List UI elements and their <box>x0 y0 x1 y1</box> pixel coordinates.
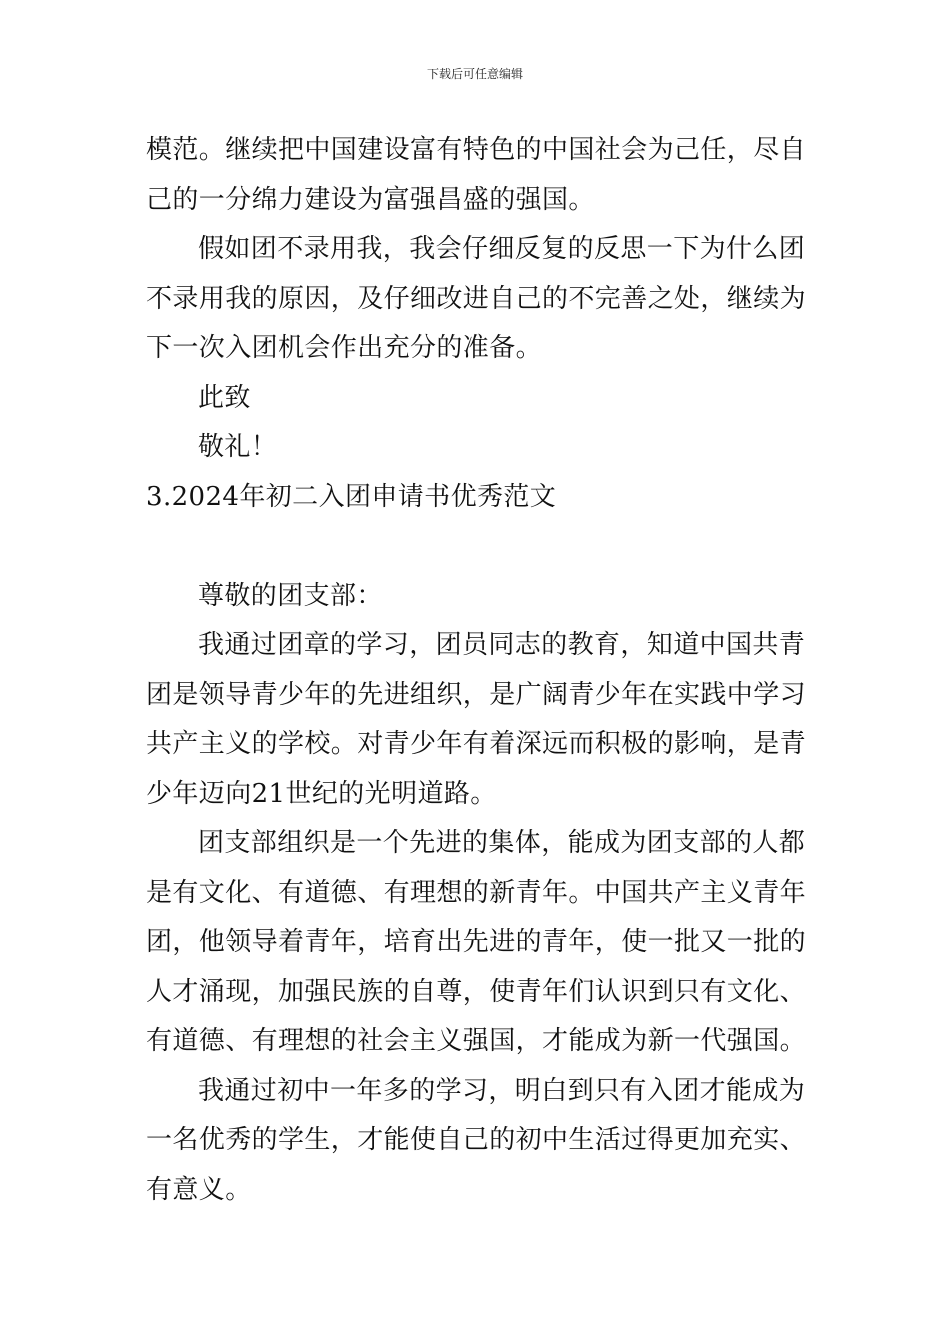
text-line: 有意义。 <box>146 1174 252 1205</box>
text-line: 己的一分绵力建设为富强昌盛的强国。 <box>146 184 595 215</box>
text-line: 有道德、有理想的社会主义强国，才能成为新一代强国。 <box>146 1026 807 1056</box>
section-title: 3.2024年初二入团申请书优秀范文 <box>146 481 557 512</box>
text-line: 共产主义的学校。对青少年有着深远而积极的影响，是青 <box>146 729 807 759</box>
text-line: 一名优秀的学生，才能使自己的初中生活过得更加充实、 <box>146 1125 807 1155</box>
text-line: 团是领导青少年的先进组织，是广阔青少年在实践中学习 <box>146 679 807 710</box>
paragraph-start-line: 团支部组织是一个先进的集体，能成为团支部的人都 <box>198 828 806 858</box>
text-line: 模范。继续把中国建设富有特色的中国社会为己任，尽自 <box>146 135 807 165</box>
paragraph-start-line: 假如团不录用我，我会仔细反复的反思一下为什么团 <box>198 234 806 264</box>
text-line: 下一次入团机会作出充分的准备。 <box>146 333 543 363</box>
page-header: 下载后可任意编辑 <box>426 67 523 81</box>
text-line: 不录用我的原因，及仔细改进自己的不完善之处，继续为 <box>146 283 807 314</box>
closing-regards: 敬礼！ <box>198 432 278 462</box>
blank-line <box>146 522 810 572</box>
paragraph-start-line: 我通过团章的学习，团员同志的教育，知道中国共青 <box>198 630 806 660</box>
closing-salutation: 此致 <box>198 382 251 413</box>
text-line: 人才涌现，加强民族的自尊，使青年们认识到只有文化、 <box>146 976 807 1007</box>
greeting: 尊敬的团支部： <box>198 580 383 611</box>
text-line: 团，他领导着青年，培育出先进的青年，使一批又一批的 <box>146 927 807 957</box>
text-line: 少年迈向21世纪的光明道路。 <box>146 778 497 809</box>
paragraph-start-line: 我通过初中一年多的学习，明白到只有入团才能成为 <box>198 1075 806 1106</box>
text-line: 是有文化、有道德、有理想的新青年。中国共产主义青年 <box>146 877 807 908</box>
document-body <box>146 126 810 1215</box>
